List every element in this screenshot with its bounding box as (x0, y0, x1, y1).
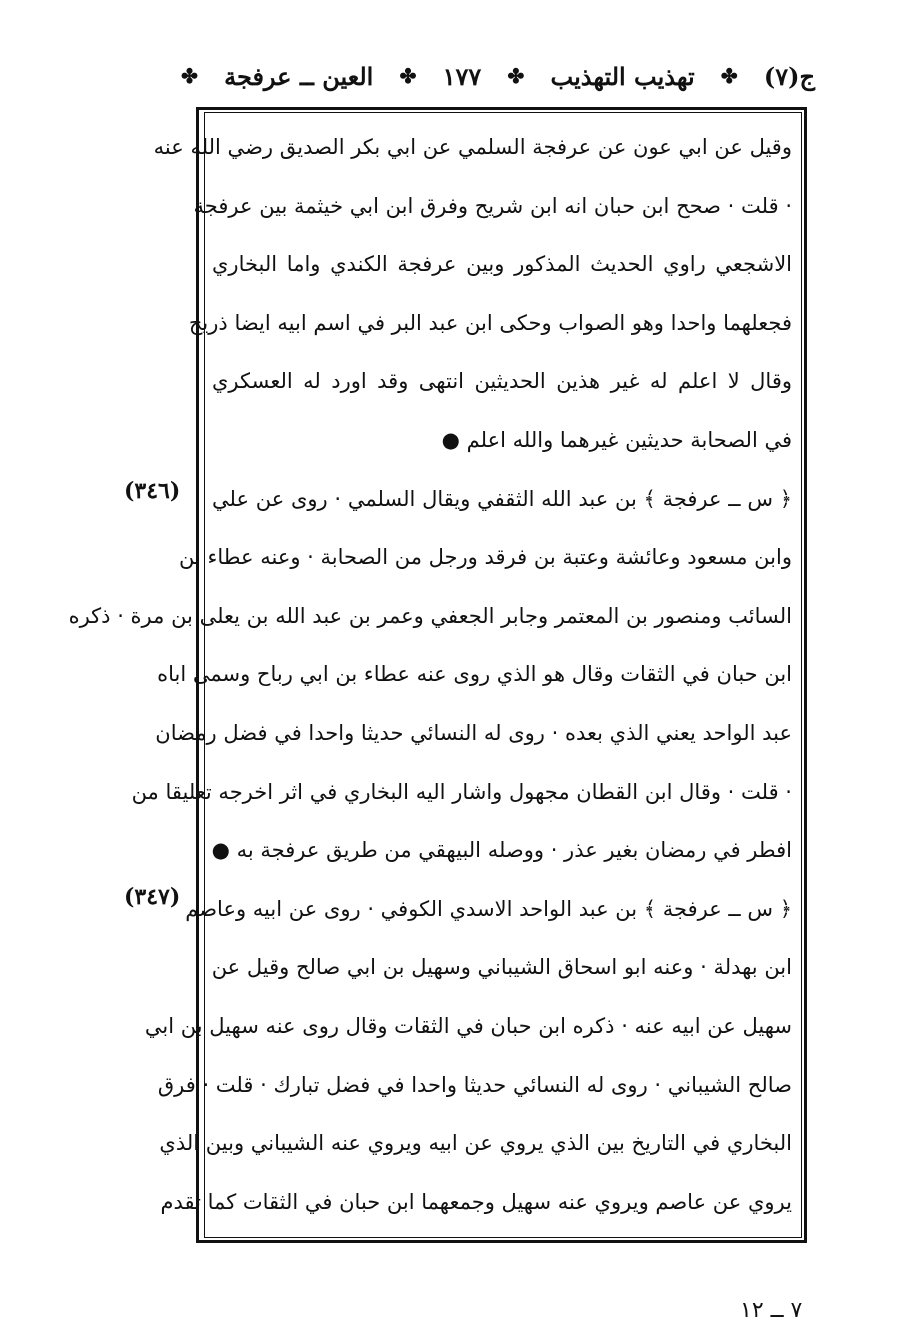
text-line: افطر في رمضان بغير عذر · ووصله البيهقي من طريق عرفجة به ● (211, 838, 792, 863)
entry-heading-line: ﴿ س ــ عرفجة ﴾ بن عبد الله الثقفي ويقال السلمي · روى عن علي (212, 486, 792, 511)
text-line: · قلت · وقال ابن القطان مجهول واشار اليه البخاري في اثر اخرجه تعليقا من (131, 779, 792, 804)
entry-number: (٣٤٦) (124, 478, 181, 504)
ornament-icon: ✤ (399, 64, 417, 88)
text-line: · قلت · صحح ابن حبان انه ابن شريح وفرق ابن ابي خيثمة بين عرفجة (193, 193, 792, 218)
text-line: ابن بهدلة · وعنه ابو اسحاق الشيباني وسهيل بن ابي صالح وقيل عن (211, 955, 792, 980)
text-line: ابن حبان في الثقات وقال هو الذي روى عنه عطاء بن ابي رباح وسمى اباه (157, 662, 792, 687)
ornament-icon: ✤ (720, 64, 738, 88)
text-line: وابن مسعود وعائشة وعتبة بن فرقد ورجل من الصحابة · وعنه عطاء بن (179, 545, 792, 570)
text-line: وقيل عن ابي عون عن عرفجة السلمي عن ابي بكر الصديق رضي الله عنه (153, 135, 792, 159)
text-line: البخاري في التاريخ بين الذي يروي عن ابيه ويروي عنه الشيباني وبين الذي (159, 1131, 792, 1156)
text-line: في الصحابة حديثين غيرهما والله اعلم ● (441, 427, 792, 452)
ornament-icon: ✤ (181, 64, 198, 88)
text-line: وقال لا اعلم له غير هذين الحديثين انتهى وقد اورد له العسكري (212, 369, 792, 394)
entry-number: (٣٤٧) (124, 884, 181, 910)
text-line: الاشجعي راوي الحديث المذكور وبين عرفجة الكندي واما البخاري (212, 252, 792, 277)
ornament-icon: ✤ (507, 64, 525, 88)
text-line: صالح الشيباني · روى له النسائي حديثا واحدا في فضل تبارك · قلت · فرق (157, 1072, 792, 1097)
text-line: يروي عن عاصم ويروي عنه سهيل وجمعهما ابن حبان في الثقات كما تقدم (160, 1189, 792, 1214)
page-number: ١٧٧ (442, 61, 482, 91)
text-line: فجعلهما واحدا وهو الصواب وحكى ابن عبد البر في اسم ابيه ايضا ذريح (188, 310, 792, 335)
book-title: تهذيب التهذيب (550, 61, 695, 91)
page-header (175, 48, 815, 104)
section-title: العين ــ عرفجة (224, 61, 374, 91)
text-line: سهيل عن ابيه عنه · ذكره ابن حبان في الثقات وقال روى عنه سهيل بن ابي (144, 1013, 792, 1038)
text-line: السائب ومنصور بن المعتمر وجابر الجعفي وعمر بن عبد الله بن يعلى بن مرة · ذكره (68, 603, 792, 628)
text-line: عبد الواحد يعني الذي بعده · روى له النسائي حديثا واحدا في فضل رمضان (155, 720, 792, 745)
entry-heading-line: ﴿ س ــ عرفجة ﴾ بن عبد الواحد الاسدي الكوفي · روى عن ابيه وعاصم (185, 896, 792, 921)
signature-mark: ٧ ــ ١٢ (740, 1298, 803, 1323)
volume-label: ج(٧) (763, 61, 815, 91)
